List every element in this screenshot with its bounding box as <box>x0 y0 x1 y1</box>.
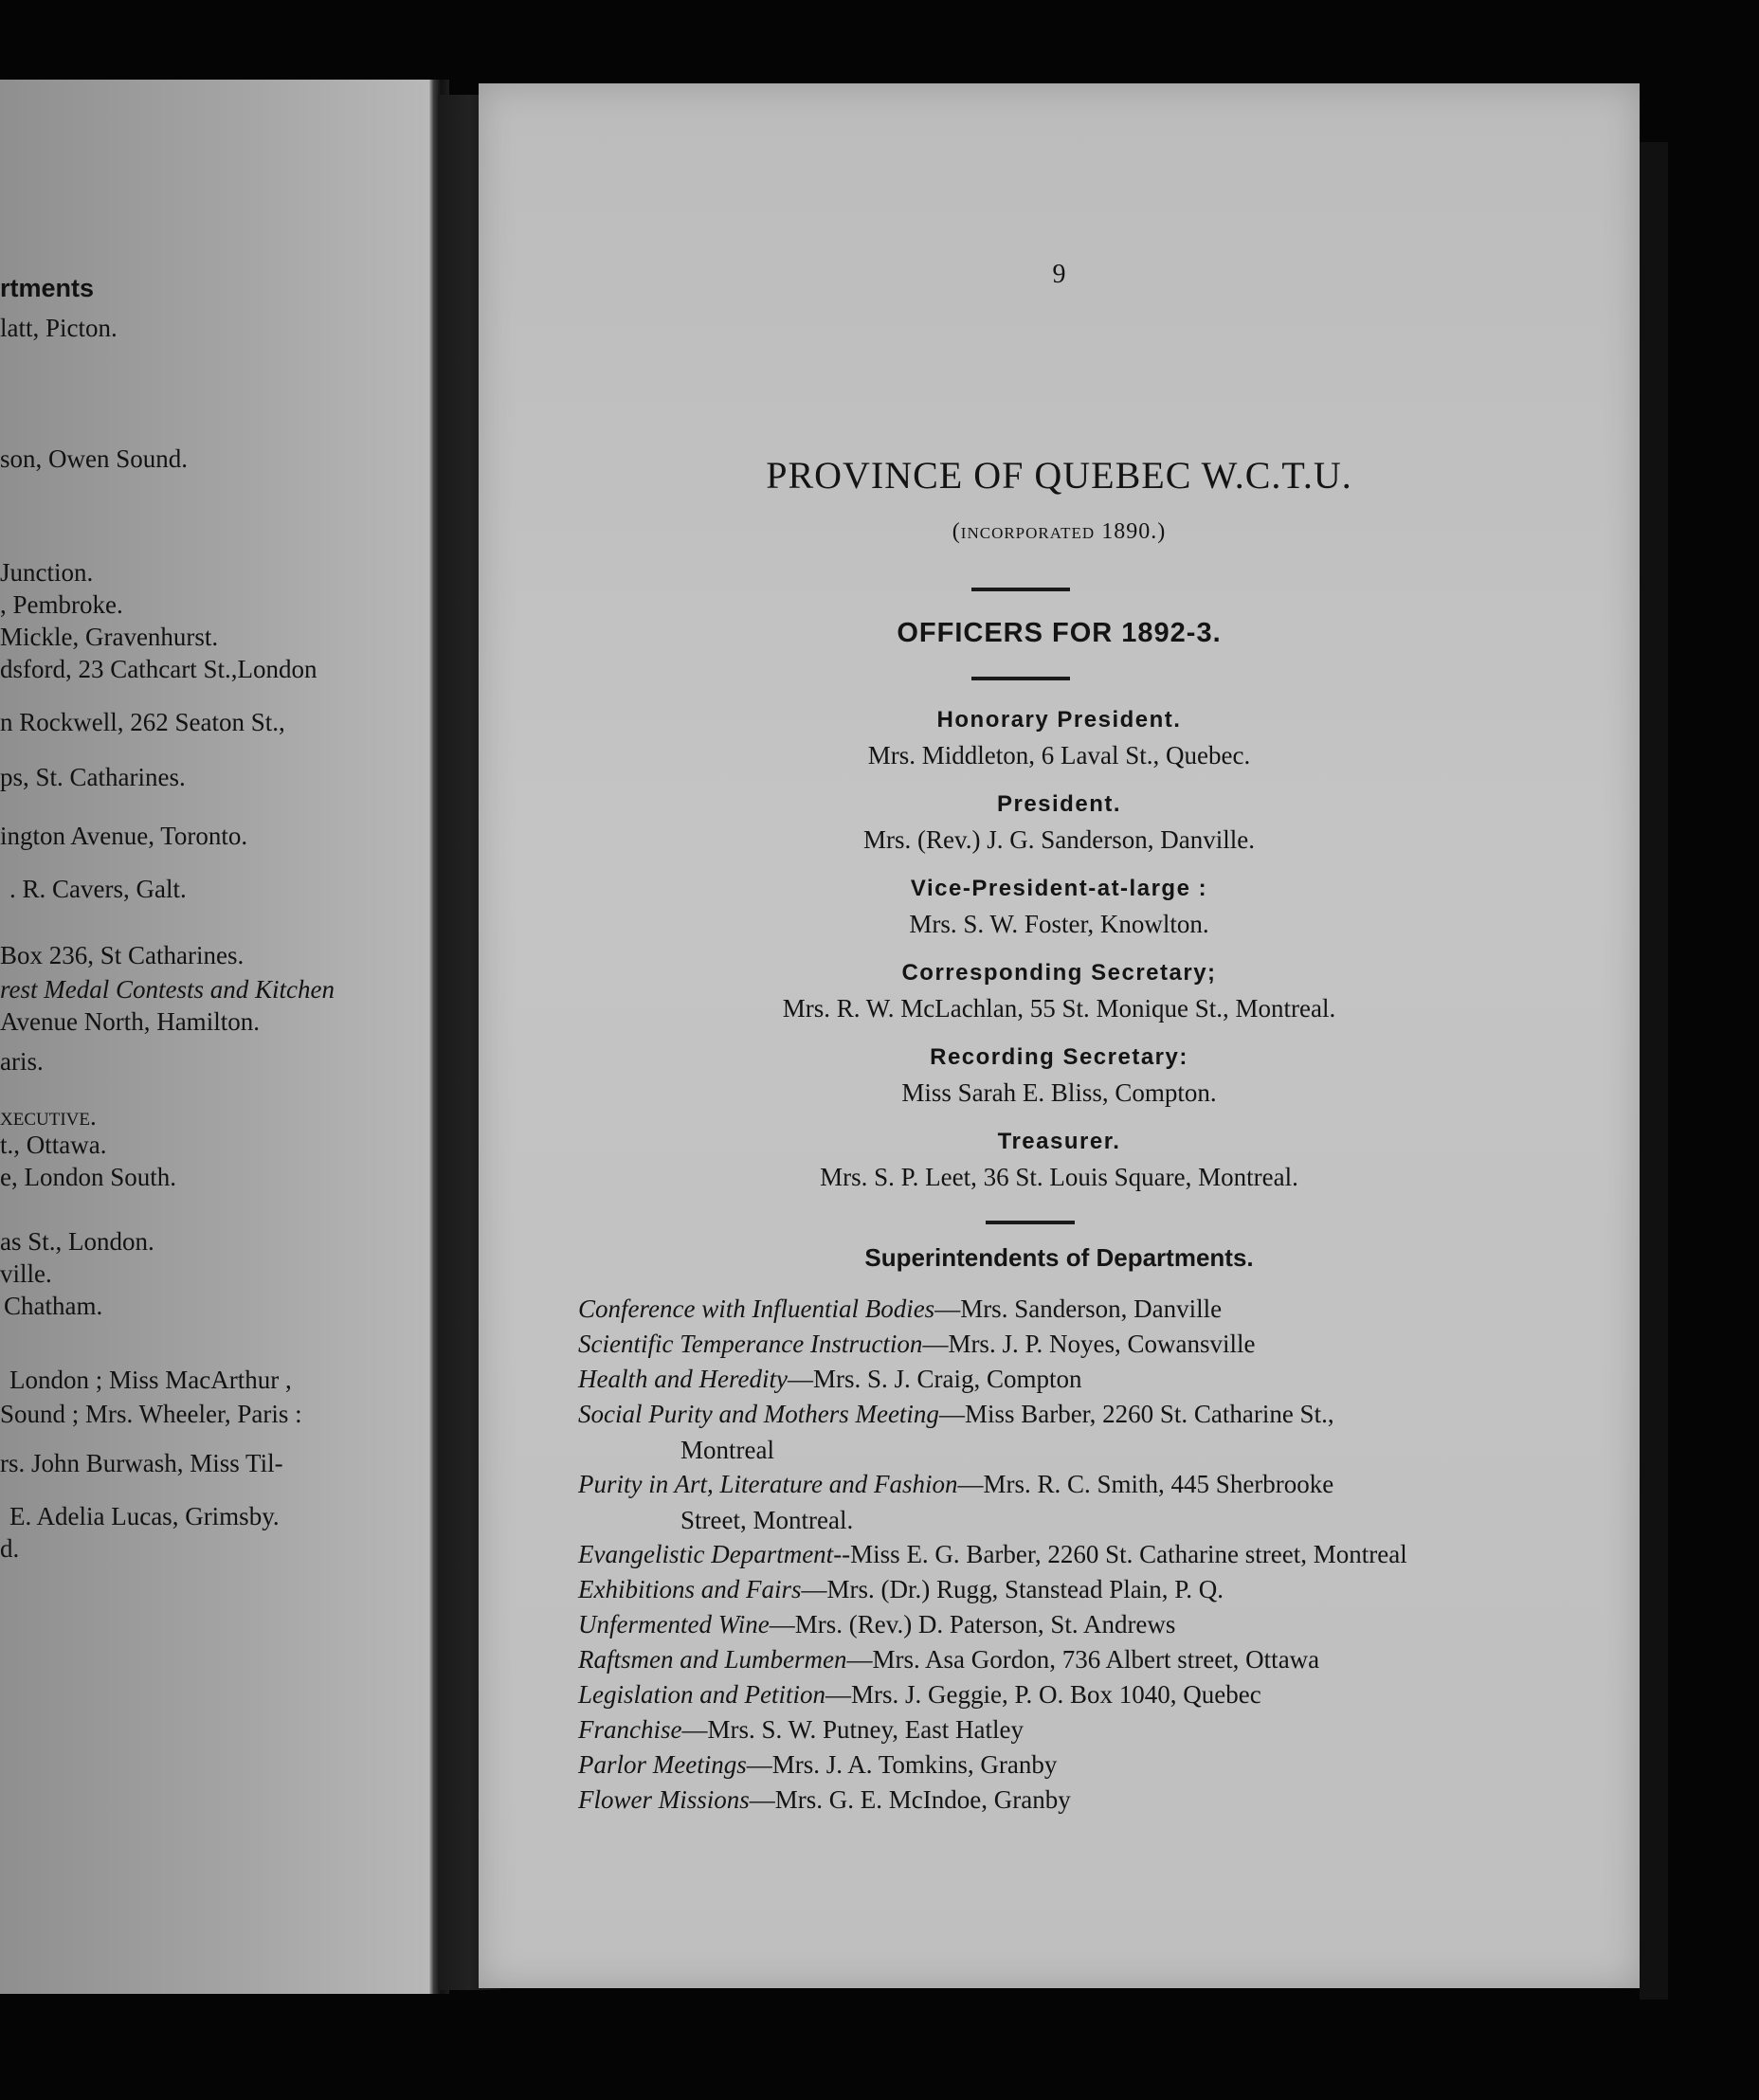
department-name: Parlor Meetings <box>578 1750 747 1779</box>
department-entry <box>578 1291 1526 1327</box>
divider-rule <box>971 588 1070 591</box>
department-entry <box>578 1571 1526 1607</box>
department-name: Social Purity and Mothers Meeting <box>578 1400 939 1428</box>
left-page-line: xecutive. <box>0 1102 97 1131</box>
department-entry <box>578 1641 1526 1677</box>
department-superintendent: —Mrs. S. J. Craig, Compton <box>787 1365 1082 1393</box>
left-page-line: e, London South. <box>0 1163 176 1191</box>
left-page-line: Junction. <box>0 558 94 587</box>
left-page-line: latt, Picton. <box>0 314 118 342</box>
left-page-line: rtments <box>0 274 95 302</box>
page-number: 9 <box>1052 260 1066 289</box>
officer-name: Mrs. Middleton, 6 Laval St., Quebec. <box>867 741 1251 769</box>
department-entry <box>578 1606 1526 1642</box>
left-page <box>0 80 428 1994</box>
department-name: Purity in Art, Literature and Fashion <box>578 1470 958 1498</box>
department-entry <box>578 1326 1526 1362</box>
department-superintendent: —Mrs. J. Geggie, P. O. Box 1040, Quebec <box>825 1680 1261 1709</box>
department-superintendent: --Miss E. G. Barber, 2260 St. Catharine street, Montreal <box>833 1540 1407 1568</box>
left-page-line: , Pembroke. <box>0 590 123 619</box>
left-page-line: as St., London. <box>0 1227 154 1256</box>
left-page-line: son, Owen Sound. <box>0 444 189 473</box>
department-name: Scientific Temperance Instruction <box>578 1330 923 1358</box>
department-name: Legislation and Petition <box>578 1680 825 1709</box>
officer-name: Miss Sarah E. Bliss, Compton. <box>901 1078 1217 1107</box>
department-name: Flower Missions <box>578 1785 750 1814</box>
left-page-line: ville. <box>0 1259 52 1288</box>
department-entry <box>578 1396 1526 1468</box>
left-page-line: d. <box>0 1534 20 1563</box>
officer-name: Mrs. (Rev.) J. G. Sanderson, Danville. <box>863 825 1255 854</box>
department-entry <box>578 1747 1526 1783</box>
department-superintendent: —Mrs. G. E. McIndoe, Granby <box>749 1785 1071 1814</box>
document-subtitle: (incorporated 1890.) <box>952 519 1167 544</box>
department-continuation: Montreal <box>680 1436 774 1464</box>
department-superintendent: —Miss Barber, 2260 St. Catharine St., <box>938 1400 1334 1428</box>
department-name: Raftsmen and Lumbermen <box>578 1645 847 1674</box>
department-entry <box>578 1466 1526 1538</box>
left-page-line: Chatham. <box>4 1292 103 1320</box>
officer-role: Honorary President. <box>936 707 1182 733</box>
left-page-line: rest Medal Contests and Kitchen <box>0 975 335 1004</box>
department-superintendent: —Mrs. J. P. Noyes, Cowansville <box>922 1330 1256 1358</box>
department-name: Health and Heredity <box>578 1365 788 1393</box>
department-superintendent: —Mrs. Sanderson, Danville <box>934 1294 1223 1323</box>
divider-rule <box>986 1221 1075 1224</box>
department-superintendent: —Mrs. Asa Gordon, 736 Albert street, Ottawa <box>846 1645 1320 1674</box>
department-superintendent: —Mrs. J. A. Tomkins, Granby <box>746 1750 1058 1779</box>
department-name: Exhibitions and Fairs <box>578 1575 802 1603</box>
left-page-line: Mickle, Gravenhurst. <box>0 623 219 651</box>
officer-name: Mrs. R. W. McLachlan, 55 St. Monique St., Montreal. <box>782 994 1336 1023</box>
officer-name: Mrs. S. W. Foster, Knowlton. <box>909 910 1209 938</box>
left-page-line: rs. John Burwash, Miss Til- <box>0 1449 283 1477</box>
department-name: Conference with Influential Bodies <box>578 1294 935 1323</box>
left-page-line: dsford, 23 Cathcart St.,London <box>0 655 317 683</box>
left-page-line: t., Ottawa. <box>0 1131 107 1159</box>
department-superintendent: —Mrs. (Rev.) D. Paterson, St. Andrews <box>769 1610 1176 1638</box>
officer-name: Mrs. S. P. Leet, 36 St. Louis Square, Montreal. <box>820 1163 1298 1191</box>
left-page-line: ps, St. Catharines. <box>0 763 186 791</box>
officer-role: Vice-President-at-large : <box>910 876 1208 901</box>
left-page-line: London ; Miss MacArthur , <box>9 1366 292 1394</box>
officer-role: Recording Secretary: <box>930 1044 1188 1070</box>
right-page-edge <box>1640 142 1668 2000</box>
divider-rule <box>971 677 1070 680</box>
department-continuation: Street, Montreal. <box>680 1506 854 1534</box>
officer-role: Corresponding Secretary; <box>901 960 1217 986</box>
officer-role: Treasurer. <box>997 1129 1121 1154</box>
department-superintendent: —Mrs. R. C. Smith, 445 Sherbrooke <box>957 1470 1334 1498</box>
officer-role: President. <box>996 791 1122 817</box>
right-page <box>479 83 1640 1988</box>
left-page-line: Avenue North, Hamilton. <box>0 1007 260 1036</box>
department-name: Evangelistic Department <box>578 1540 834 1568</box>
superintendents-heading: Superintendents of Departments. <box>864 1243 1254 1272</box>
department-entry <box>578 1536 1526 1572</box>
department-entry <box>578 1711 1526 1747</box>
left-page-line: E. Adelia Lucas, Grimsby. <box>9 1502 280 1530</box>
left-page-line: aris. <box>0 1047 44 1076</box>
department-superintendent: —Mrs. S. W. Putney, East Hatley <box>681 1715 1024 1744</box>
officers-heading: OFFICERS FOR 1892-3. <box>897 618 1222 648</box>
department-superintendent: —Mrs. (Dr.) Rugg, Stanstead Plain, P. Q. <box>801 1575 1224 1603</box>
left-page-line: . R. Cavers, Galt. <box>9 875 187 903</box>
department-entry <box>578 1676 1526 1712</box>
document-title: PROVINCE OF QUEBEC W.C.T.U. <box>766 454 1352 497</box>
left-page-line: Box 236, St Catharines. <box>0 941 245 969</box>
department-entry <box>578 1361 1526 1397</box>
department-name: Unfermented Wine <box>578 1610 770 1638</box>
department-name: Franchise <box>578 1715 682 1744</box>
department-entry <box>578 1782 1526 1818</box>
left-page-line: ington Avenue, Toronto. <box>0 822 248 850</box>
left-page-line: Sound ; Mrs. Wheeler, Paris : <box>0 1400 302 1428</box>
left-page-line: n Rockwell, 262 Seaton St., <box>0 708 285 736</box>
